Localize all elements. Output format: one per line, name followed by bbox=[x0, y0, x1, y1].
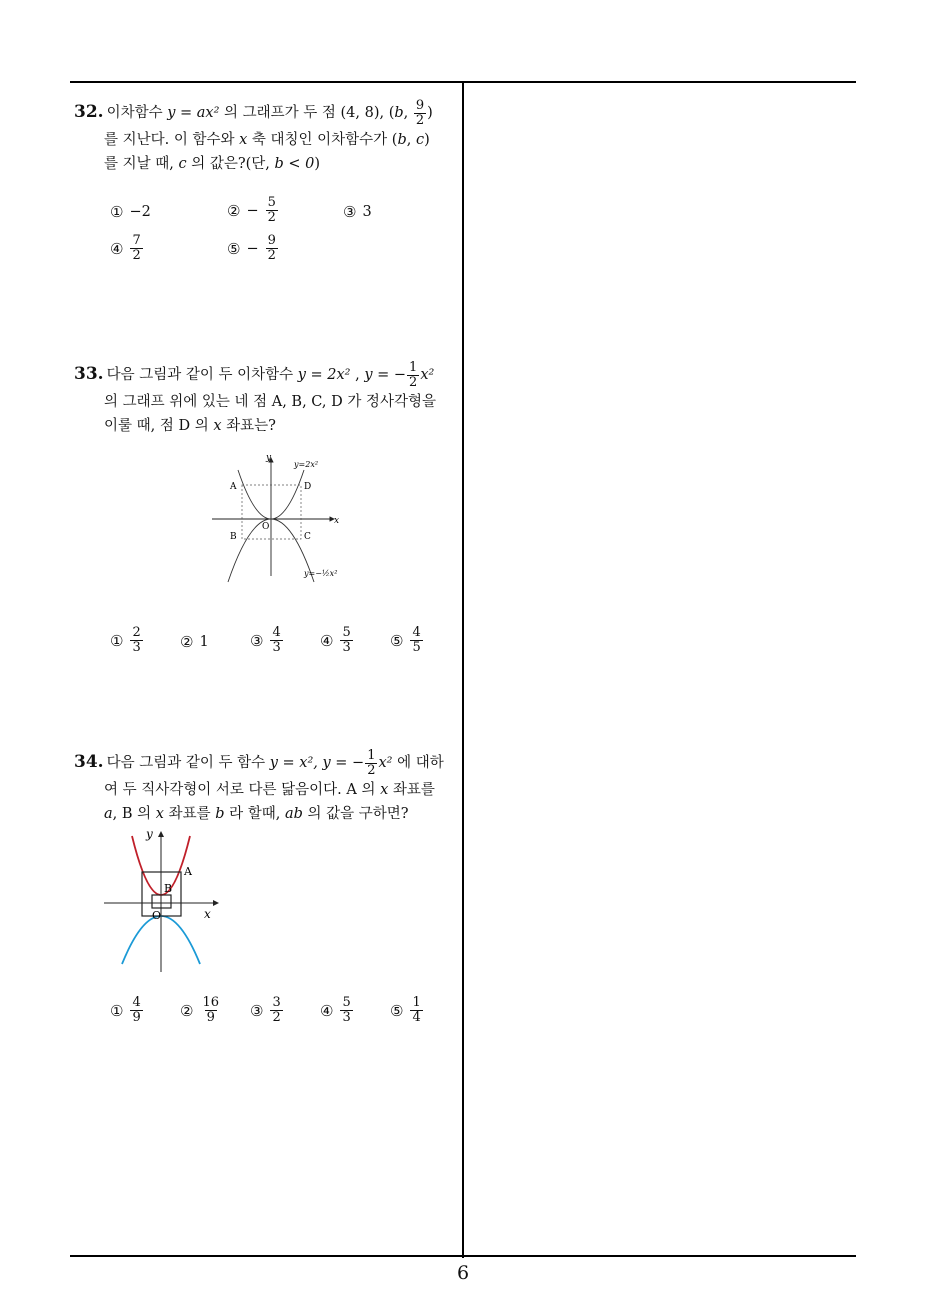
label-x: x bbox=[204, 907, 211, 921]
choice-4[interactable]: ④ $\frac{5}{3}$ bbox=[320, 625, 351, 655]
fraction: $\frac{7}{2}$ bbox=[132, 233, 141, 263]
label-a: A bbox=[184, 865, 192, 878]
fraction: $\frac{3}{2}$ bbox=[272, 995, 281, 1025]
fraction: $\frac{1}{4}$ bbox=[412, 995, 421, 1025]
question-number: 33. bbox=[74, 364, 104, 384]
fraction: $\frac{9}{2}$ bbox=[267, 233, 276, 263]
curve-bottom-label: y=−½x² bbox=[304, 569, 338, 578]
choice-4[interactable]: ④ $\frac{7}{2}$ bbox=[110, 233, 141, 263]
fraction: $\frac{4}{9}$ bbox=[132, 995, 141, 1025]
fraction: $\frac{5}{2}$ bbox=[267, 195, 276, 225]
page-number: 6 bbox=[456, 1262, 470, 1284]
bottom-rule bbox=[70, 1255, 856, 1257]
question-33: 33. 다음 그림과 같이 두 이차함수 y = 2x² , y = − $\frac{1}{2}$ x² 의 그래프 위에 있는 네 점 A, B, C, D 가 정사각형을 이룰 때, 점 D 의 x 좌표는? bbox=[74, 359, 436, 434]
fraction: $\frac{4}{5}$ bbox=[412, 625, 421, 655]
choice-5[interactable]: ⑤ − $\frac{9}{2}$ bbox=[227, 233, 276, 263]
question-32: 32. 이차함수 y = ax² 의 그래프가 두 점 (4, 8), (b, $\frac{9}{2}$ ) 를 지난다. 이 함수와 x 축 대칭인 이차함수가 (b, c) 를 지날 때, c 의 값은?(단, b < 0) bbox=[74, 97, 433, 172]
q34-figure bbox=[100, 826, 230, 974]
choice-4[interactable]: ④ $\frac{5}{3}$ bbox=[320, 995, 351, 1025]
label-y: y bbox=[146, 827, 153, 841]
q33-figure bbox=[210, 452, 350, 584]
choice-3[interactable]: ③ 3 bbox=[343, 203, 372, 221]
choice-5[interactable]: ⑤ $\frac{4}{5}$ bbox=[390, 625, 421, 655]
fraction: $\frac{5}{3}$ bbox=[342, 995, 351, 1025]
choice-3[interactable]: ③ $\frac{4}{3}$ bbox=[250, 625, 281, 655]
question-34: 34. 다음 그림과 같이 두 함수 y = x², y = − $\frac{1}{2}$ x² 에 대하 여 두 직사각형이 서로 다른 닮음이다. A 의 x 좌표를 a, B 의 x 좌표를 b 라 할때, ab 의 값을 구하면? bbox=[74, 747, 444, 822]
square-abcd bbox=[242, 485, 301, 539]
fraction: $\frac{1}{2}$ bbox=[367, 747, 376, 778]
question-number: 34. bbox=[74, 752, 104, 772]
equation: y = ax² bbox=[167, 105, 220, 121]
choice-1[interactable]: ① $\frac{4}{9}$ bbox=[110, 995, 141, 1025]
label-a: A bbox=[230, 482, 237, 492]
label-origin: O bbox=[262, 522, 270, 532]
fraction: $\frac{16}{9}$ bbox=[202, 995, 219, 1025]
label-b: B bbox=[164, 882, 173, 895]
choice-2[interactable]: ② 1 bbox=[180, 633, 209, 651]
choice-2[interactable]: ② − $\frac{5}{2}$ bbox=[227, 195, 276, 225]
question-number: 32. bbox=[74, 102, 104, 122]
fraction: $\frac{2}{3}$ bbox=[132, 625, 141, 655]
column-divider bbox=[462, 82, 464, 1258]
fraction: $\frac{9}{2}$ bbox=[415, 97, 425, 128]
label-b: B bbox=[230, 532, 237, 542]
choice-1[interactable]: ① −2 bbox=[110, 203, 151, 221]
label-c: C bbox=[304, 532, 311, 542]
label-x: x bbox=[334, 516, 340, 526]
fraction: $\frac{4}{3}$ bbox=[272, 625, 281, 655]
choice-2[interactable]: ② $\frac{16}{9}$ bbox=[180, 995, 219, 1025]
fraction: $\frac{5}{3}$ bbox=[342, 625, 351, 655]
choice-1[interactable]: ① $\frac{2}{3}$ bbox=[110, 625, 141, 655]
label-y: y bbox=[266, 453, 272, 463]
choice-5[interactable]: ⑤ $\frac{1}{4}$ bbox=[390, 995, 421, 1025]
label-d: D bbox=[304, 482, 312, 492]
curve-top-label: y=2x² bbox=[294, 460, 319, 469]
fraction: $\frac{1}{2}$ bbox=[409, 359, 418, 390]
choice-3[interactable]: ③ $\frac{3}{2}$ bbox=[250, 995, 281, 1025]
label-origin: O bbox=[152, 909, 162, 922]
